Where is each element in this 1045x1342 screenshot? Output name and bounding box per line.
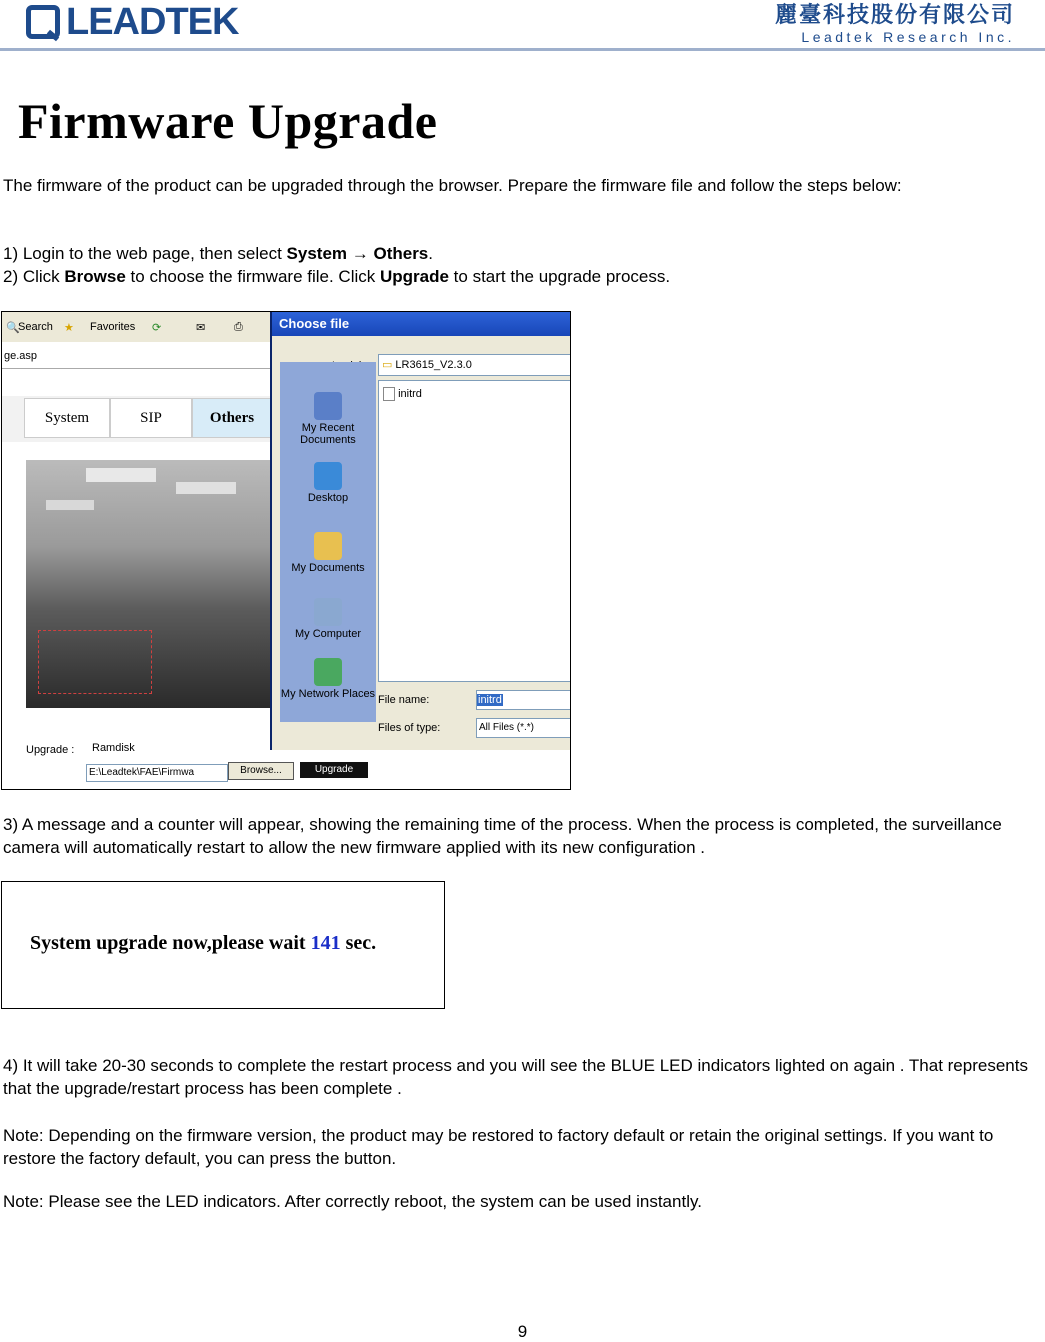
browse-button[interactable]: Browse... — [228, 762, 294, 780]
network-places-icon — [314, 658, 342, 686]
place-network[interactable]: My Network Places — [280, 658, 376, 700]
upgrade-label: Upgrade : — [26, 744, 75, 756]
file-name-input[interactable]: initrd — [476, 690, 571, 710]
tab-others: Others — [192, 398, 272, 438]
my-computer-icon — [314, 598, 342, 626]
places-bar — [280, 362, 376, 722]
page-title: Firmware Upgrade — [18, 93, 438, 149]
file-type-select[interactable]: All Files (*.*) — [476, 718, 571, 738]
upgrade-form — [2, 730, 270, 790]
motion-zone — [38, 630, 152, 694]
upgrade-message: System upgrade now,please wait 141 sec. — [30, 932, 377, 954]
address-bar: ge.asp — [2, 344, 272, 369]
desktop-icon — [314, 462, 342, 490]
company-name — [775, 3, 1015, 45]
history-icon: ⟳ — [152, 322, 162, 334]
upgrade-button[interactable]: Upgrade — [300, 762, 368, 778]
company-name-en: Leadtek Research Inc. — [801, 29, 1015, 45]
countdown-value: 141 — [310, 932, 341, 954]
tab-sip: SIP — [110, 398, 192, 438]
toolbar-favorites: Favorites — [90, 321, 136, 333]
file-icon — [383, 387, 395, 401]
toolbar-search: Search — [18, 321, 53, 333]
file-path-input[interactable]: E:\Leadtek\FAE\Firmwa — [86, 764, 228, 782]
folder-icon: ▭ — [382, 359, 393, 371]
file-item-initrd[interactable]: initrd — [383, 387, 422, 401]
intro-paragraph: The firmware of the product can be upgraded through the browser. Prepare the firmware file and follow the steps below: — [3, 176, 902, 195]
upgrade-type: Ramdisk — [92, 742, 135, 754]
file-list — [378, 380, 571, 682]
step-1: 1) Login to the web page, then select System → Others. — [3, 244, 433, 263]
my-documents-icon — [314, 532, 342, 560]
step-2: 2) Click Browse to choose the firmware file. Click Upgrade to start the upgrade process. — [3, 267, 671, 286]
header-divider — [0, 48, 1045, 51]
favorites-star-icon: ★ — [64, 322, 74, 334]
print-icon: ⎙ — [234, 321, 243, 333]
search-icon: 🔍 — [6, 322, 20, 334]
ceiling-light — [86, 468, 156, 482]
file-name-label: File name: — [378, 694, 430, 706]
leadtek-logo-mark-icon — [26, 5, 60, 39]
page-number: 9 — [517, 1322, 528, 1341]
ceiling-light — [176, 482, 236, 494]
place-recent[interactable]: My Recent Documents — [280, 392, 376, 446]
place-my-computer[interactable]: My Computer — [280, 598, 376, 640]
place-my-documents[interactable]: My Documents — [280, 532, 376, 574]
camera-preview — [26, 460, 270, 708]
browser-toolbar — [2, 312, 270, 342]
upgrade-screenshot — [1, 311, 571, 790]
company-name-cn: 麗臺科技股份有限公司 — [774, 3, 1015, 28]
look-in-select[interactable]: ▭ LR3615_V2.3.0 — [378, 354, 571, 376]
tab-system: System — [24, 398, 110, 438]
note-1: Note: Depending on the firmware version, the product may be restored to factory default or retain the original settings. If you want to restore the factory default, you can press the button. — [3, 1126, 994, 1168]
step-3: 3) A message and a counter will appear, showing the remaining time of the process. When the process is completed, the surveillance camera will automatically restart to allow the new firmware applied with its new configuration . — [3, 815, 1002, 857]
leadtek-logo — [26, 2, 238, 42]
file-type-label: Files of type: — [378, 722, 441, 734]
upgrade-message-screenshot — [1, 881, 445, 1009]
dialog-title: Choose file — [272, 312, 571, 336]
place-desktop[interactable]: Desktop — [280, 462, 376, 504]
note-2: Note: Please see the LED indicators. After correctly reboot, the system can be used instantly. — [3, 1192, 702, 1211]
mail-icon: ✉ — [196, 322, 206, 334]
tab-bar — [2, 396, 270, 442]
page-header — [0, 0, 1045, 52]
choose-file-dialog — [270, 312, 571, 750]
logo-text: LEADTEK — [66, 1, 239, 43]
step-4: 4) It will take 20-30 seconds to complete the restart process and you will see the BLUE LED indicators lighted on again . That represents that the upgrade/restart process has been complete . — [3, 1056, 1028, 1098]
ceiling-light — [46, 500, 94, 510]
recent-documents-icon — [314, 392, 342, 420]
